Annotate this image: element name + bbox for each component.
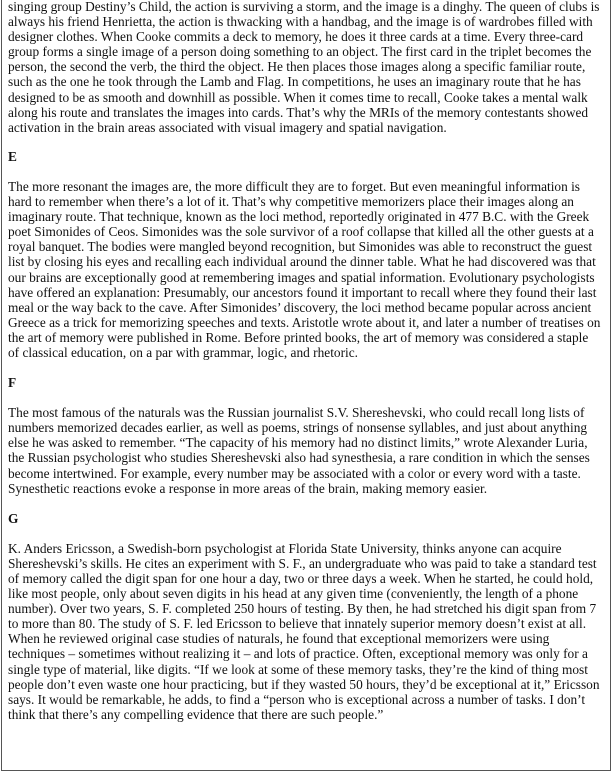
section-heading-f: F: [8, 375, 17, 391]
paragraph-g: K. Anders Ericsson, a Swedish-born psychologist at Florida State University, thinks anyone can acquire Shereshevski’s skills. He cites an experiment with S. F., an undergraduate who was paid to take a standard test of memory called the digit span for one hour a day, two or three days a week. When he started, he could hold, like most people, only about seven digits in his head at any given time (conveniently, the length of a phone number). Over two years, S. F. completed 250 hours of testing. By then, he had stretched his digit span from 7 to more than 80. The study of S. F. led Ericsson to believe that innately superior memory doesn’t exist at all. When he reviewed original case studies of naturals, he found that exceptional memorizers were using techniques – sometimes without realizing it – and lots of practice. Often, exceptional memory was only for a single type of material, like digits. “If we look at some of these memory tasks, they’re the kind of thing most people don’t even waste one hour practicing, but if they wasted 50 hours, they’d be exceptional at it,” Ericsson says. It would be remarkable, he adds, to find a “person who is exceptional across a number of tasks. I don’t think that there’s any compelling evidence that there are such people.”: [8, 540, 600, 722]
paragraph-f: The most famous of the naturals was the Russian journalist S.V. Shereshevski, who could recall long lists of numbers memorized decades earlier, as well as poems, strings of nonsense syllables, and just about anything else he was asked to remember. “The capacity of his memory had no distinct limits,” wrote Alexander Luria, the Russian psychologist who studies Shereshevski also had synesthesia, a rare condition in which the senses become intertwined. For example, every number may be associated with a color or every word with a taste. Synesthetic reactions evoke a response in more areas of the brain, making memory easier.: [8, 405, 590, 496]
section-heading-e: E: [8, 148, 17, 164]
paragraph-d-continued: singing group Destiny’s Child, the action is surviving a storm, and the image is a dinghy. The queen of clubs is always his friend Henrietta, the action is thwacking with a handbag, and the image is of wardrobes filled with designer clothes. When Cooke commits a deck to memory, he does it three cards at a time. Every three-card group forms a single image of a person doing something to an object. The first card in the triplet becomes the person, the second the verb, the third the object. He then places those images along a specific familiar route, such as the one he took through the Lamb and Flag. In competitions, he uses an imaginary route that he has designed to be as smooth and downhill as possible. When it comes time to recall, Cooke takes a mental walk along his route and translates the images into cards. That’s why the MRIs of the memory contestants showed activation in the brain areas associated with visual imagery and spatial navigation.: [8, 0, 600, 135]
paragraph-e: The more resonant the images are, the more difficult they are to forget. But even meaningful information is hard to remember when there’s a lot of it. That’s why competitive memorizers place their images along an imaginary route. That technique, known as the loci method, reportedly originated in 477 B.C. with the Greek poet Simonides of Ceos. Simonides was the sole survivor of a roof collapse that killed all the other guests at a royal banquet. The bodies were mangled beyond recognition, but Simonides was able to reconstruct the guest list by closing his eyes and recalling each individual around the dinner table. What he had discovered was that our brains are exceptionally good at remembering images and spatial information. Evolutionary psychologists have offered an explanation: Presumably, our ancestors found it important to recall where they found their last meal or the way back to the cave. After Simonides’ discovery, the loci method became popular across ancient Greece as a trick for memorizing speeches and texts. Aristotle wrote about it, and later a number of treatises on the art of memory were published in Rome. Before printed books, the art of memory was considered a staple of classical education, on a par with grammar, logic, and rhetoric.: [8, 178, 601, 360]
document-page: [1, 0, 611, 771]
section-heading-g: G: [8, 510, 19, 526]
